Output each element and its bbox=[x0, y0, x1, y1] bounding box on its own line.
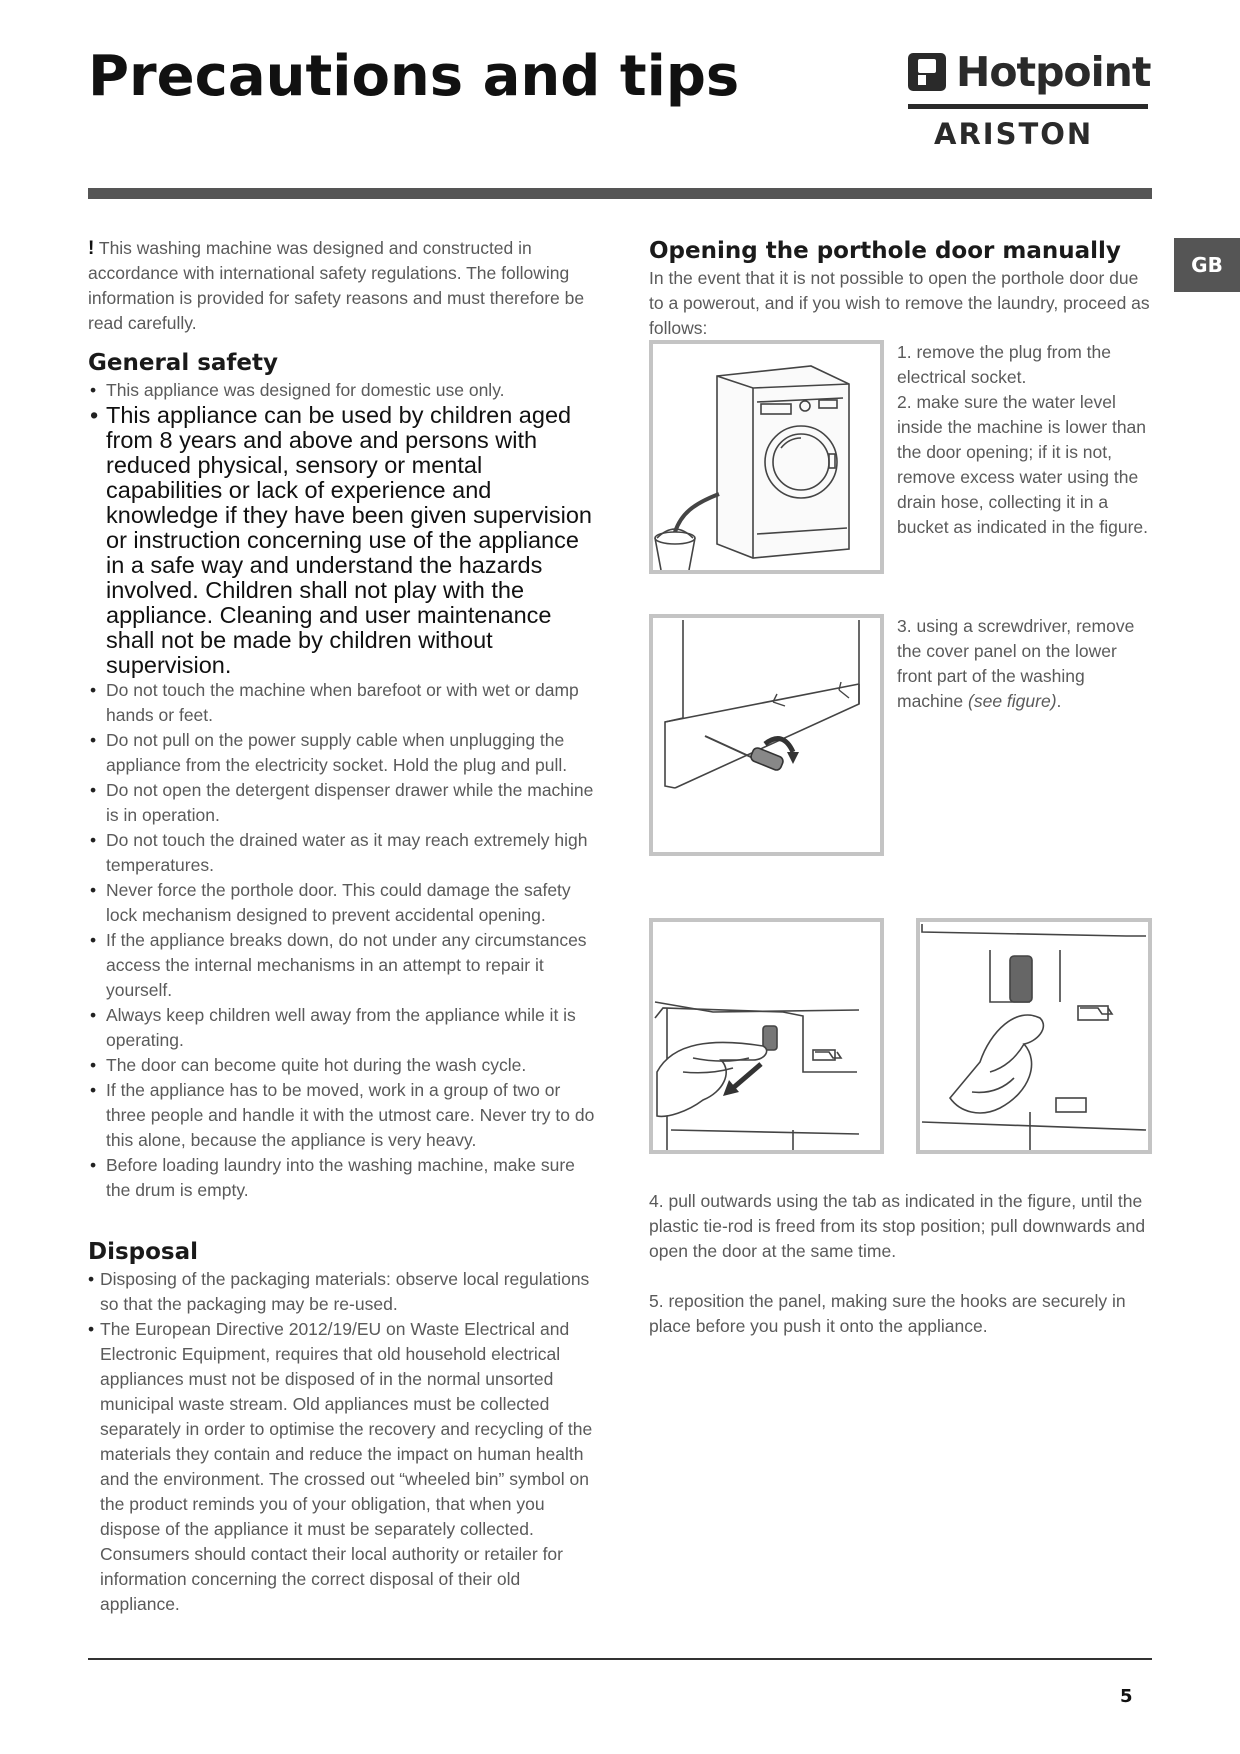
language-tab bbox=[1174, 238, 1240, 292]
disposal-list bbox=[88, 1267, 600, 1617]
safety-item-children: • This appliance can be used by children aged from 8 years and above and persons with reduced physical, sensory or mental capabilities or lack of experience and knowledge if they have been given supervision or instruction concerning use of the appliance in a safe way and understand the hazards involved. Children shall not play with the appliance. Cleaning and user maintenance shall not be made by children without supervision. bbox=[88, 403, 600, 678]
brand-sub: ARISTON bbox=[934, 117, 1094, 151]
intro-text: This washing machine was designed and constructed in accordance with international safety regulations. The following information is provided for safety reasons and must therefore be read carefully. bbox=[88, 238, 585, 333]
safety-item: • Do not touch the drained water as it may reach extremely high temperatures. bbox=[88, 828, 600, 878]
right-column bbox=[649, 236, 1152, 341]
intro-paragraph bbox=[88, 236, 600, 336]
safety-item: • Before loading laundry into the washing machine, make sure the drum is empty. bbox=[88, 1153, 600, 1203]
disposal-item: • Disposing of the packaging materials: observe local regulations so that the packaging may be re-used. bbox=[88, 1267, 600, 1317]
safety-item: • If the appliance has to be moved, work in a group of two or three people and handle it with the utmost care. Never try to do this alone, because the appliance is very heavy. bbox=[88, 1078, 600, 1153]
figure-remove-panel bbox=[649, 614, 884, 856]
step-3-end: . bbox=[1056, 691, 1062, 711]
safety-item: • Do not open the detergent dispenser drawer while the machine is in operation. bbox=[88, 778, 600, 828]
figure-pull-tab-closeup bbox=[916, 918, 1152, 1154]
page-number: 5 bbox=[1120, 1686, 1133, 1707]
step-3-main: 3. using a screwdriver, remove the cover panel on the lower front part of the washing machine bbox=[897, 616, 1135, 711]
step-5-text: 5. reposition the panel, making sure the hooks are securely in place before you push it onto the appliance. bbox=[649, 1291, 1126, 1336]
general-safety-heading: General safety bbox=[88, 350, 279, 376]
porthole-heading: Opening the porthole door manually bbox=[649, 238, 1121, 264]
safety-item: • Never force the porthole door. This could damage the safety lock mechanism designed to prevent accidental opening. bbox=[88, 878, 600, 928]
brand-logo bbox=[908, 48, 1152, 152]
safety-item: • Always keep children well away from the appliance while it is operating. bbox=[88, 1003, 600, 1053]
page-title: Precautions and tips bbox=[88, 44, 740, 109]
disposal-heading: Disposal bbox=[88, 1239, 199, 1265]
safety-item: • Do not touch the machine when barefoot or with wet or damp hands or feet. bbox=[88, 678, 600, 728]
figure-pull-tab bbox=[649, 918, 884, 1154]
step-3-italic: (see figure) bbox=[968, 691, 1057, 711]
safety-item: • Do not pull on the power supply cable when unplugging the appliance from the electricity socket. Hold the plug and pull. bbox=[88, 728, 600, 778]
figure-drain-bucket bbox=[649, 340, 884, 574]
step-4-text: 4. pull outwards using the tab as indicated in the figure, until the plastic tie-rod is freed from its stop position; pull downwards and open the door at the same time. bbox=[649, 1191, 1146, 1261]
general-safety-list bbox=[88, 378, 600, 1203]
disposal-item: • The European Directive 2012/19/EU on Waste Electrical and Electronic Equipment, requires that old household electrical appliances must not be disposed of in the normal unsorted municipal waste stream. Old appliances must be collected separately in order to optimise the recovery and recycling of the materials they contain and reduce the impact on human health and the environment. The crossed out “wheeled bin” symbol on the product reminds you of your obligation, that when you dispose of the appliance it must be separately collected. Consumers should contact their local authority or retailer for information concerning the correct disposal of their old appliance. bbox=[88, 1317, 600, 1617]
step-3-text bbox=[897, 614, 1152, 714]
step-2-text: 2. make sure the water level inside the machine is lower than the door opening; if it is not, remove excess water using the drain hose, collecting it in a bucket as indicated in the figure. bbox=[897, 392, 1148, 537]
brand-name: Hotpoint bbox=[956, 48, 1151, 96]
safety-item: • If the appliance breaks down, do not under any circumstances access the internal mechanisms in an attempt to repair it yourself. bbox=[88, 928, 600, 1003]
porthole-intro: In the event that it is not possible to open the porthole door due to a powerout, and if you wish to remove the laundry, proceed as follows: bbox=[649, 268, 1150, 338]
bottom-divider bbox=[88, 1658, 1152, 1660]
left-column bbox=[88, 236, 600, 1617]
language-tab-label: GB bbox=[1191, 253, 1223, 277]
step-1-text: 1. remove the plug from the electrical socket. bbox=[897, 342, 1111, 387]
brand-logo-icon bbox=[908, 53, 946, 91]
top-divider bbox=[88, 188, 1152, 199]
safety-item: • This appliance was designed for domestic use only. bbox=[88, 378, 600, 403]
brand-divider bbox=[908, 104, 1148, 109]
warning-mark: ! bbox=[88, 238, 95, 259]
safety-item: • The door can become quite hot during the wash cycle. bbox=[88, 1053, 600, 1078]
